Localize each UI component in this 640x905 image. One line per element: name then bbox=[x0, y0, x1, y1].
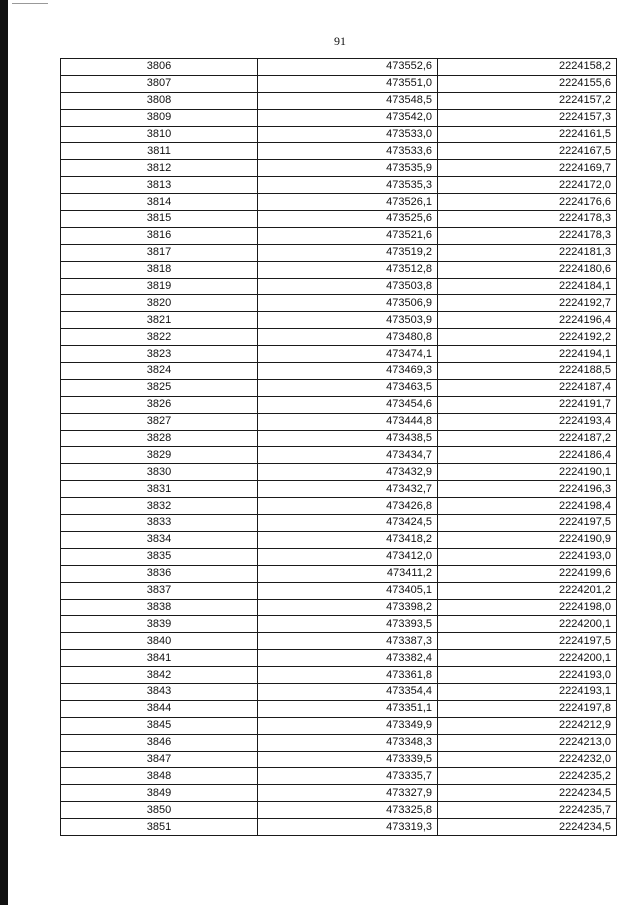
x-coordinate-cell: 473327,9 bbox=[258, 785, 438, 802]
table-row bbox=[61, 565, 617, 582]
x-coordinate-cell: 473548,5 bbox=[258, 92, 438, 109]
point-number-cell: 3811 bbox=[61, 143, 258, 160]
x-coordinate-cell: 473393,5 bbox=[258, 616, 438, 633]
x-coordinate-cell: 473348,3 bbox=[258, 734, 438, 751]
point-number-cell: 3827 bbox=[61, 413, 258, 430]
y-coordinate-cell: 2224167,5 bbox=[438, 143, 617, 160]
table-row bbox=[61, 751, 617, 768]
point-number-cell: 3848 bbox=[61, 768, 258, 785]
x-coordinate-cell: 473503,8 bbox=[258, 278, 438, 295]
x-coordinate-cell: 473444,8 bbox=[258, 413, 438, 430]
point-number-cell: 3823 bbox=[61, 346, 258, 363]
x-coordinate-cell: 473354,4 bbox=[258, 683, 438, 700]
table-row bbox=[61, 464, 617, 481]
x-coordinate-cell: 473325,8 bbox=[258, 802, 438, 819]
x-coordinate-cell: 473387,3 bbox=[258, 633, 438, 650]
point-number-cell: 3822 bbox=[61, 329, 258, 346]
point-number-cell: 3807 bbox=[61, 75, 258, 92]
table-row bbox=[61, 734, 617, 751]
point-number-cell: 3842 bbox=[61, 667, 258, 684]
x-coordinate-cell: 473551,0 bbox=[258, 75, 438, 92]
table-row bbox=[61, 59, 617, 76]
point-number-cell: 3824 bbox=[61, 363, 258, 380]
table-row bbox=[61, 109, 617, 126]
y-coordinate-cell: 2224187,4 bbox=[438, 379, 617, 396]
x-coordinate-cell: 473533,0 bbox=[258, 126, 438, 143]
y-coordinate-cell: 2224235,7 bbox=[438, 802, 617, 819]
table-row bbox=[61, 413, 617, 430]
x-coordinate-cell: 473463,5 bbox=[258, 379, 438, 396]
point-number-cell: 3832 bbox=[61, 498, 258, 515]
y-coordinate-cell: 2224180,6 bbox=[438, 261, 617, 278]
point-number-cell: 3838 bbox=[61, 599, 258, 616]
y-coordinate-cell: 2224194,1 bbox=[438, 346, 617, 363]
table-row bbox=[61, 430, 617, 447]
y-coordinate-cell: 2224235,2 bbox=[438, 768, 617, 785]
x-coordinate-cell: 473426,8 bbox=[258, 498, 438, 515]
x-coordinate-cell: 473434,7 bbox=[258, 447, 438, 464]
y-coordinate-cell: 2224187,2 bbox=[438, 430, 617, 447]
point-number-cell: 3815 bbox=[61, 211, 258, 228]
point-number-cell: 3839 bbox=[61, 616, 258, 633]
y-coordinate-cell: 2224199,6 bbox=[438, 565, 617, 582]
y-coordinate-cell: 2224178,3 bbox=[438, 227, 617, 244]
y-coordinate-cell: 2224172,0 bbox=[438, 177, 617, 194]
table-row bbox=[61, 227, 617, 244]
y-coordinate-cell: 2224193,0 bbox=[438, 667, 617, 684]
point-number-cell: 3816 bbox=[61, 227, 258, 244]
table-row bbox=[61, 447, 617, 464]
y-coordinate-cell: 2224193,1 bbox=[438, 683, 617, 700]
y-coordinate-cell: 2224181,3 bbox=[438, 244, 617, 261]
table-row bbox=[61, 802, 617, 819]
x-coordinate-cell: 473521,6 bbox=[258, 227, 438, 244]
y-coordinate-cell: 2224190,9 bbox=[438, 531, 617, 548]
coordinates-table bbox=[60, 58, 617, 836]
x-coordinate-cell: 473339,5 bbox=[258, 751, 438, 768]
table-row bbox=[61, 211, 617, 228]
table-row bbox=[61, 717, 617, 734]
point-number-cell: 3845 bbox=[61, 717, 258, 734]
x-coordinate-cell: 473474,1 bbox=[258, 346, 438, 363]
table-row bbox=[61, 819, 617, 836]
x-coordinate-cell: 473418,2 bbox=[258, 531, 438, 548]
y-coordinate-cell: 2224157,3 bbox=[438, 109, 617, 126]
point-number-cell: 3831 bbox=[61, 481, 258, 498]
table-row bbox=[61, 160, 617, 177]
x-coordinate-cell: 473432,9 bbox=[258, 464, 438, 481]
point-number-cell: 3850 bbox=[61, 802, 258, 819]
table-row bbox=[61, 481, 617, 498]
x-coordinate-cell: 473526,1 bbox=[258, 194, 438, 211]
x-coordinate-cell: 473469,3 bbox=[258, 363, 438, 380]
table-row bbox=[61, 312, 617, 329]
x-coordinate-cell: 473503,9 bbox=[258, 312, 438, 329]
x-coordinate-cell: 473432,7 bbox=[258, 481, 438, 498]
y-coordinate-cell: 2224158,2 bbox=[438, 59, 617, 76]
table-row bbox=[61, 143, 617, 160]
table-row bbox=[61, 548, 617, 565]
table-row bbox=[61, 329, 617, 346]
y-coordinate-cell: 2224192,7 bbox=[438, 295, 617, 312]
table-row bbox=[61, 582, 617, 599]
point-number-cell: 3814 bbox=[61, 194, 258, 211]
x-coordinate-cell: 473519,2 bbox=[258, 244, 438, 261]
x-coordinate-cell: 473349,9 bbox=[258, 717, 438, 734]
x-coordinate-cell: 473319,3 bbox=[258, 819, 438, 836]
y-coordinate-cell: 2224188,5 bbox=[438, 363, 617, 380]
x-coordinate-cell: 473512,8 bbox=[258, 261, 438, 278]
x-coordinate-cell: 473533,6 bbox=[258, 143, 438, 160]
point-number-cell: 3829 bbox=[61, 447, 258, 464]
point-number-cell: 3837 bbox=[61, 582, 258, 599]
y-coordinate-cell: 2224197,5 bbox=[438, 633, 617, 650]
x-coordinate-cell: 473411,2 bbox=[258, 565, 438, 582]
y-coordinate-cell: 2224193,4 bbox=[438, 413, 617, 430]
y-coordinate-cell: 2224190,1 bbox=[438, 464, 617, 481]
point-number-cell: 3833 bbox=[61, 515, 258, 532]
y-coordinate-cell: 2224200,1 bbox=[438, 616, 617, 633]
table-row bbox=[61, 498, 617, 515]
y-coordinate-cell: 2224201,2 bbox=[438, 582, 617, 599]
y-coordinate-cell: 2224178,3 bbox=[438, 211, 617, 228]
table-row bbox=[61, 177, 617, 194]
point-number-cell: 3841 bbox=[61, 650, 258, 667]
page-number: 91 bbox=[334, 34, 346, 48]
point-number-cell: 3817 bbox=[61, 244, 258, 261]
x-coordinate-cell: 473335,7 bbox=[258, 768, 438, 785]
table-row bbox=[61, 295, 617, 312]
point-number-cell: 3846 bbox=[61, 734, 258, 751]
coordinates-table-body bbox=[61, 59, 617, 836]
x-coordinate-cell: 473361,8 bbox=[258, 667, 438, 684]
point-number-cell: 3847 bbox=[61, 751, 258, 768]
point-number-cell: 3844 bbox=[61, 700, 258, 717]
x-coordinate-cell: 473506,9 bbox=[258, 295, 438, 312]
x-coordinate-cell: 473552,6 bbox=[258, 59, 438, 76]
y-coordinate-cell: 2224186,4 bbox=[438, 447, 617, 464]
point-number-cell: 3828 bbox=[61, 430, 258, 447]
table-row bbox=[61, 633, 617, 650]
y-coordinate-cell: 2224196,4 bbox=[438, 312, 617, 329]
y-coordinate-cell: 2224198,4 bbox=[438, 498, 617, 515]
point-number-cell: 3830 bbox=[61, 464, 258, 481]
y-coordinate-cell: 2224192,2 bbox=[438, 329, 617, 346]
y-coordinate-cell: 2224184,1 bbox=[438, 278, 617, 295]
point-number-cell: 3835 bbox=[61, 548, 258, 565]
y-coordinate-cell: 2224234,5 bbox=[438, 785, 617, 802]
x-coordinate-cell: 473424,5 bbox=[258, 515, 438, 532]
table-row bbox=[61, 650, 617, 667]
point-number-cell: 3806 bbox=[61, 59, 258, 76]
point-number-cell: 3849 bbox=[61, 785, 258, 802]
point-number-cell: 3818 bbox=[61, 261, 258, 278]
scan-left-edge bbox=[0, 0, 8, 905]
x-coordinate-cell: 473405,1 bbox=[258, 582, 438, 599]
table-row bbox=[61, 616, 617, 633]
y-coordinate-cell: 2224196,3 bbox=[438, 481, 617, 498]
point-number-cell: 3843 bbox=[61, 683, 258, 700]
table-row bbox=[61, 531, 617, 548]
x-coordinate-cell: 473525,6 bbox=[258, 211, 438, 228]
point-number-cell: 3840 bbox=[61, 633, 258, 650]
y-coordinate-cell: 2224232,0 bbox=[438, 751, 617, 768]
point-number-cell: 3851 bbox=[61, 819, 258, 836]
table-row bbox=[61, 194, 617, 211]
y-coordinate-cell: 2224197,5 bbox=[438, 515, 617, 532]
point-number-cell: 3836 bbox=[61, 565, 258, 582]
table-row bbox=[61, 515, 617, 532]
x-coordinate-cell: 473398,2 bbox=[258, 599, 438, 616]
y-coordinate-cell: 2224193,0 bbox=[438, 548, 617, 565]
y-coordinate-cell: 2224200,1 bbox=[438, 650, 617, 667]
y-coordinate-cell: 2224191,7 bbox=[438, 396, 617, 413]
x-coordinate-cell: 473535,9 bbox=[258, 160, 438, 177]
table-row bbox=[61, 667, 617, 684]
point-number-cell: 3810 bbox=[61, 126, 258, 143]
point-number-cell: 3809 bbox=[61, 109, 258, 126]
point-number-cell: 3825 bbox=[61, 379, 258, 396]
point-number-cell: 3826 bbox=[61, 396, 258, 413]
y-coordinate-cell: 2224234,5 bbox=[438, 819, 617, 836]
x-coordinate-cell: 473480,8 bbox=[258, 329, 438, 346]
table-row bbox=[61, 396, 617, 413]
table-row bbox=[61, 768, 617, 785]
table-row bbox=[61, 92, 617, 109]
y-coordinate-cell: 2224197,8 bbox=[438, 700, 617, 717]
x-coordinate-cell: 473351,1 bbox=[258, 700, 438, 717]
y-coordinate-cell: 2224169,7 bbox=[438, 160, 617, 177]
point-number-cell: 3819 bbox=[61, 278, 258, 295]
scan-top-mark bbox=[12, 3, 48, 4]
point-number-cell: 3821 bbox=[61, 312, 258, 329]
x-coordinate-cell: 473382,4 bbox=[258, 650, 438, 667]
point-number-cell: 3820 bbox=[61, 295, 258, 312]
y-coordinate-cell: 2224161,5 bbox=[438, 126, 617, 143]
table-row bbox=[61, 261, 617, 278]
x-coordinate-cell: 473542,0 bbox=[258, 109, 438, 126]
table-row bbox=[61, 363, 617, 380]
x-coordinate-cell: 473412,0 bbox=[258, 548, 438, 565]
table-row bbox=[61, 785, 617, 802]
table-row bbox=[61, 346, 617, 363]
y-coordinate-cell: 2224157,2 bbox=[438, 92, 617, 109]
point-number-cell: 3808 bbox=[61, 92, 258, 109]
table-row bbox=[61, 278, 617, 295]
table-row bbox=[61, 700, 617, 717]
y-coordinate-cell: 2224213,0 bbox=[438, 734, 617, 751]
y-coordinate-cell: 2224176,6 bbox=[438, 194, 617, 211]
point-number-cell: 3812 bbox=[61, 160, 258, 177]
table-row bbox=[61, 683, 617, 700]
x-coordinate-cell: 473535,3 bbox=[258, 177, 438, 194]
table-row bbox=[61, 379, 617, 396]
point-number-cell: 3813 bbox=[61, 177, 258, 194]
table-row bbox=[61, 599, 617, 616]
x-coordinate-cell: 473454,6 bbox=[258, 396, 438, 413]
y-coordinate-cell: 2224155,6 bbox=[438, 75, 617, 92]
table-row bbox=[61, 126, 617, 143]
x-coordinate-cell: 473438,5 bbox=[258, 430, 438, 447]
point-number-cell: 3834 bbox=[61, 531, 258, 548]
y-coordinate-cell: 2224212,9 bbox=[438, 717, 617, 734]
y-coordinate-cell: 2224198,0 bbox=[438, 599, 617, 616]
table-row bbox=[61, 75, 617, 92]
table-row bbox=[61, 244, 617, 261]
